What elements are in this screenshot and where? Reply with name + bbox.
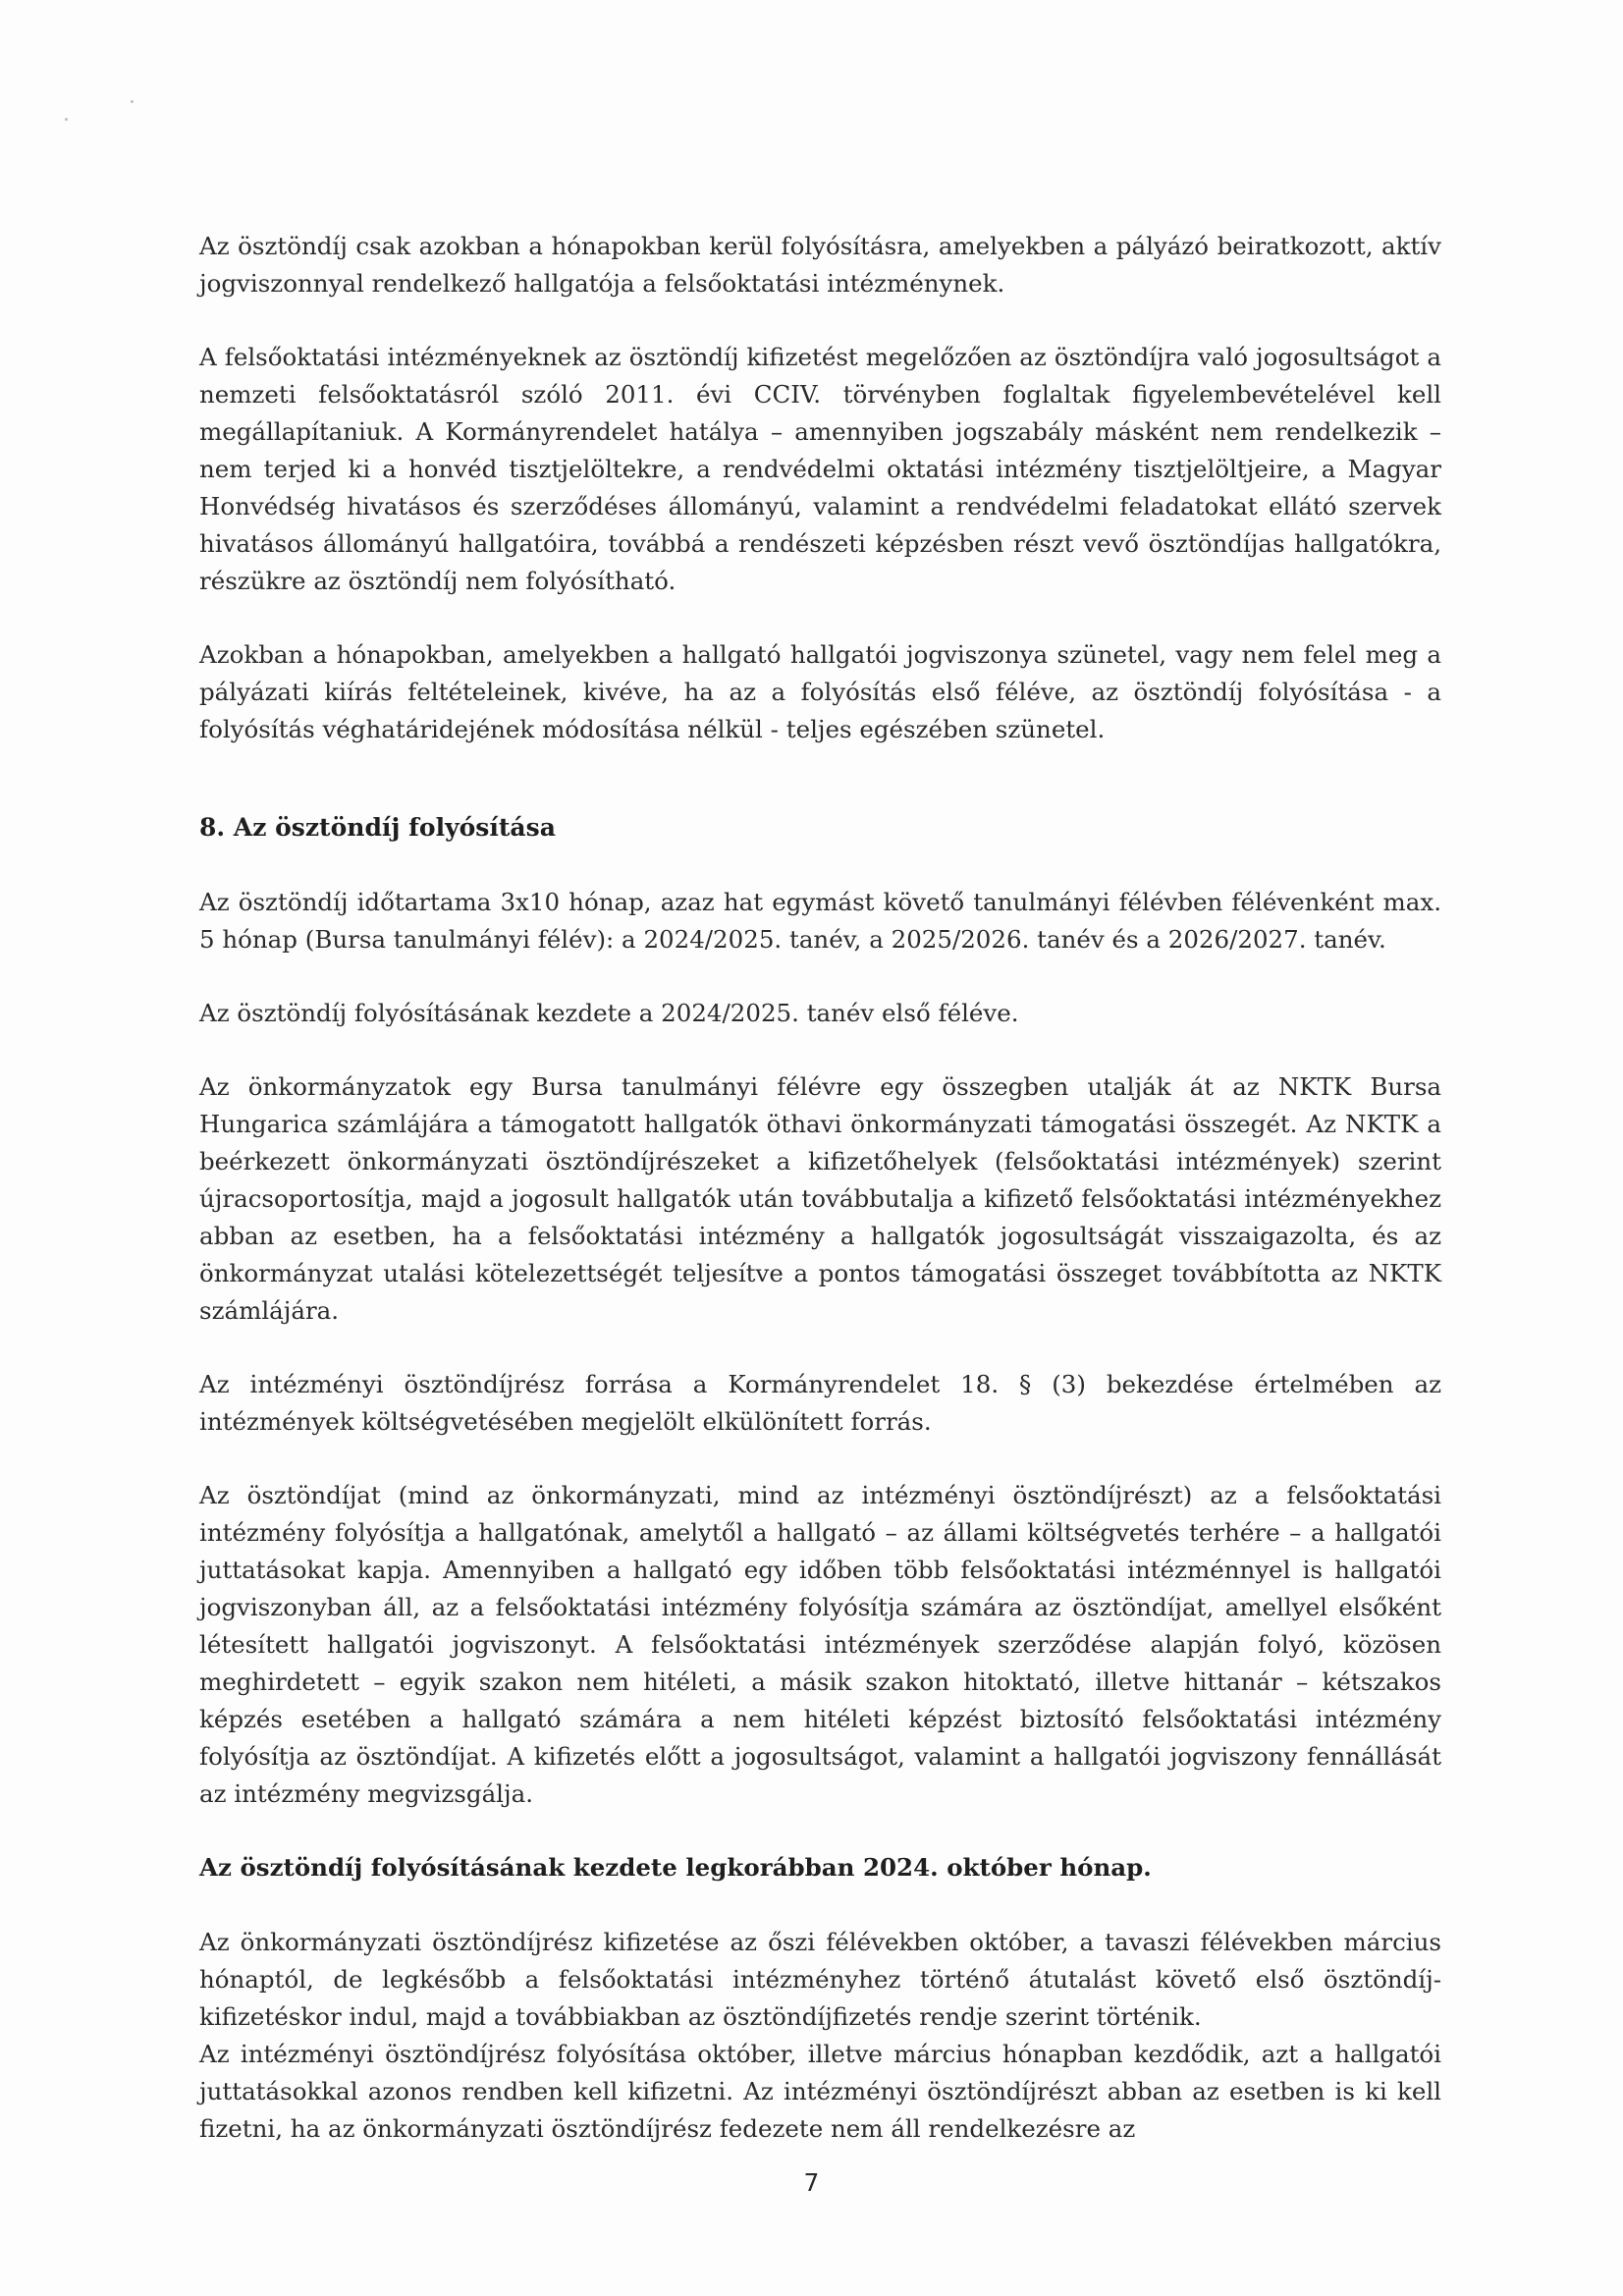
paragraph-municipal-transfer: Az önkormányzatok egy Bursa tanulmányi félévre egy összegben utalják át az NKTK Bursa Hungarica számlájára a támogatott hallgatók öthavi önkormányzati támogatási összegét. Az NKTK a beérkezett önkormányzati ösztöndíjrészeket a kifizetőhelyek (felsőoktatási intézmények) szerint újracsoportosítja, majd a jogosult hallgatók után továbbutalja a kifizető felsőoktatási intézményekhez abban az esetben, ha a felsőoktatási intézmény a hallgatók jogosultságát visszaigazolta, és az önkormányzat utalási kötelezettségét teljesítve a pontos támogatási összeget továbbította az NKTK számlájára.	[199, 1072, 1441, 1325]
paragraph-start: Az ösztöndíj folyósításának kezdete a 2024/2025. tanév első féléve.	[199, 999, 1019, 1027]
paragraph-institutional-source: Az intézményi ösztöndíjrész forrása a Kormányrendelet 18. § (3) bekezdése értelmében az intézmények költségvetésében megjelölt elkülönített forrás.	[199, 1370, 1441, 1436]
document-body	[199, 228, 1441, 2148]
page-number: 7	[803, 2168, 820, 2197]
paragraph-eligibility: A felsőoktatási intézményeknek az ösztöndíj kifizetést megelőzően az ösztöndíjra való jogosultságot a nemzeti felsőoktatásról szóló 2011. évi CCIV. törvényben foglaltak figyelembevételével kell megállapítaniuk. A Kormányrendelet hatálya – amennyiben jogszabály másként nem rendelkezik – nem terjed ki a honvéd tisztjelöltekre, a rendvédelmi oktatási intézmény tisztjelöltjeire, a Magyar Honvédség hivatásos és szerződéses állományú, valamint a rendvédelmi feladatokat ellátó szervek hivatásos állományú hallgatóira, továbbá a rendészeti képzésben részt vevő ösztöndíjas hallgatókra, részükre az ösztöndíj nem folyósítható.	[199, 343, 1441, 595]
paragraph-municipal-payment: Az önkormányzati ösztöndíjrész kifizetése az őszi félévekben október, a tavaszi félévekben március hónaptól, de legkésőbb a felsőoktatási intézményhez történő átutalást követő első ösztöndíj-kifizetéskor indul, majd a továbbiakban az ösztöndíjfizetés rendje szerint történik.	[199, 1928, 1441, 2031]
paragraph-payment-institution: Az ösztöndíjat (mind az önkormányzati, mind az intézményi ösztöndíjrészt) az a felsőoktatási intézmény folyósítja a hallgatónak, amelytől a hallgató – az állami költségvetés terhére – a hallgatói juttatásokat kapja. Amennyiben a hallgató egy időben több felsőoktatási intézménnyel is hallgatói jogviszonyban áll, az a felsőoktatási intézmény folyósítja számára az ösztöndíjat, amellyel elsőként létesített hallgatói jogviszonyt. A felsőoktatási intézmények szerződése alapján folyó, közösen meghirdetett – egyik szakon nem hitéleti, a másik szakon hitoktató, illetve hittanár – kétszakos képzés esetében a hallgató számára a nem hitéleti képzést biztosító felsőoktatási intézmény folyósítja az ösztöndíjat. A kifizetés előtt a jogosultságot, valamint a hallgatói jogviszony fennállását az intézmény megvizsgálja.	[199, 1481, 1441, 1808]
paragraph-institutional-payment: Az intézményi ösztöndíjrész folyósítása október, illetve március hónapban kezdődik, azt a hallgatói juttatásokkal azonos rendben kell kifizetni. Az intézményi ösztöndíjrészt abban az esetben is ki kell fizetni, ha az önkormányzati ösztöndíjrész fedezete nem áll rendelkezésre az	[199, 2040, 1441, 2143]
scan-speck	[65, 118, 68, 121]
paragraph-duration: Az ösztöndíj időtartama 3x10 hónap, azaz hat egymást követő tanulmányi félévben félévenként max. 5 hónap (Bursa tanulmányi félév): a 2024/2025. tanév, a 2025/2026. tanév és a 2026/2027. tanév.	[199, 888, 1441, 954]
paragraph-suspension: Azokban a hónapokban, amelyekben a hallgató hallgatói jogviszonya szünetel, vagy nem felel meg a pályázati kiírás feltételeinek, kivéve, ha az a folyósítás első féléve, az ösztöndíj folyósítása - a folyósítás véghatáridejének módosítása nélkül - teljes egészében szünetel.	[199, 640, 1441, 743]
paragraph-earliest-start: Az ösztöndíj folyósításának kezdete legkorábban 2024. október hónap.	[199, 1853, 1152, 1882]
section-heading: 8. Az ösztöndíj folyósítása	[199, 813, 556, 842]
scan-speck	[131, 100, 134, 103]
paragraph-enrollment-condition: Az ösztöndíj csak azokban a hónapokban kerül folyósításra, amelyekben a pályázó beiratkozott, aktív jogviszonnyal rendelkező hallgatója a felsőoktatási intézménynek.	[199, 232, 1441, 298]
